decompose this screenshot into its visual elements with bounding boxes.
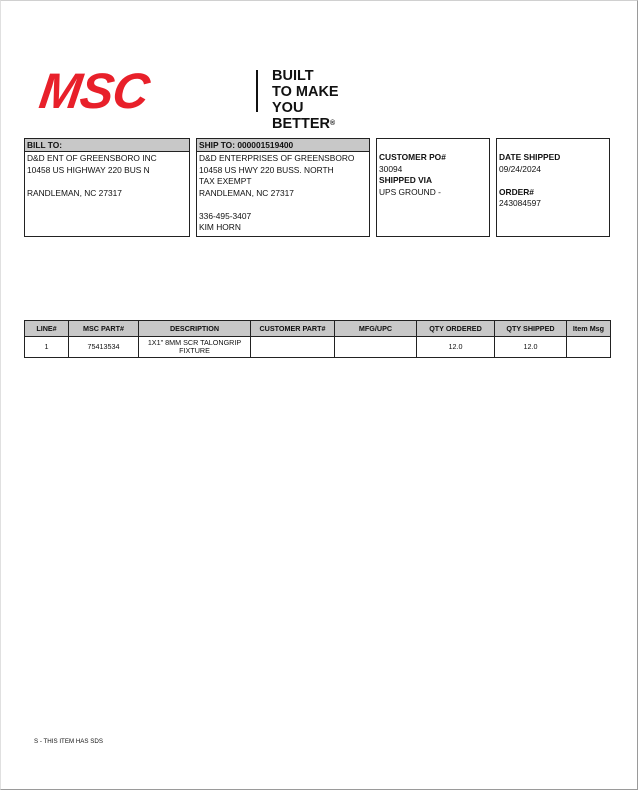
cell-description: 1X1" 8MM SCR TALONGRIP FIXTURE: [139, 337, 251, 358]
tagline-line-1: BUILT: [272, 68, 314, 84]
cell-item-msg: [567, 337, 611, 358]
ship-to-line: RANDLEMAN, NC 27317: [199, 187, 294, 198]
cell-qty-shipped: 12.0: [495, 337, 567, 358]
col-header-item-msg: Item Msg: [567, 321, 611, 337]
date-shipped-box: [496, 138, 610, 237]
col-header-customer-part: CUSTOMER PART#: [251, 321, 335, 337]
table-row: [25, 337, 611, 358]
ship-to-line: 336-495-3407: [199, 210, 252, 221]
line-items-table: [24, 320, 611, 358]
col-header-qty-ordered: QTY ORDERED: [417, 321, 495, 337]
ship-to-box: [196, 138, 370, 237]
ship-to-line: TAX EXEMPT: [199, 176, 252, 186]
bill-to-line: D&D ENT OF GREENSBORO INC: [27, 153, 157, 163]
col-header-qty-shipped: QTY SHIPPED: [495, 321, 567, 337]
tagline-line-2: TO MAKE: [272, 84, 339, 100]
ship-to-header: SHIP TO: 000001519400: [197, 139, 369, 152]
logo-tagline: [272, 68, 370, 132]
spacer: [499, 175, 607, 187]
ship-to-line: D&D ENTERPRISES OF GREENSBORO: [199, 153, 355, 163]
ship-to-line: 10458 US HWY 220 BUSS. NORTH: [199, 164, 334, 175]
logo-divider: [256, 70, 258, 112]
bill-to-line: RANDLEMAN, NC 27317: [27, 187, 122, 198]
customer-po-value: 30094: [379, 163, 403, 174]
ship-to-line: KIM HORN: [199, 222, 241, 232]
logo-mark: MSC: [36, 63, 153, 119]
order-label: ORDER#: [499, 186, 534, 197]
cell-line: 1: [25, 337, 69, 358]
shipped-via-value: UPS GROUND -: [379, 186, 441, 197]
msc-logo: [36, 63, 370, 132]
sds-footnote: S - THIS ITEM HAS SDS: [34, 738, 103, 745]
customer-po-label: CUSTOMER PO#: [379, 152, 446, 162]
date-shipped-label: DATE SHIPPED: [499, 152, 561, 162]
shipped-via-label: SHIPPED VIA: [379, 175, 433, 185]
table-header-row: [25, 321, 611, 337]
ship-to-line: [199, 199, 367, 211]
cell-msc-part: 75413534: [69, 337, 139, 358]
col-header-description: DESCRIPTION: [139, 321, 251, 337]
col-header-mfg-upc: MFG/UPC: [335, 321, 417, 337]
cell-customer-part: [251, 337, 335, 358]
cell-qty-ordered: 12.0: [417, 337, 495, 358]
bill-to-line: [27, 176, 187, 188]
customer-po-box: [376, 138, 490, 237]
bill-to-header: BILL TO:: [25, 139, 189, 152]
order-value: 243084597: [499, 198, 541, 208]
bill-to-box: [24, 138, 190, 237]
cell-mfg-upc: [335, 337, 417, 358]
registered-mark: ®: [330, 120, 336, 127]
col-header-msc-part: MSC PART#: [69, 321, 139, 337]
bill-to-line: 10458 US HIGHWAY 220 BUS N: [27, 164, 150, 175]
col-header-line: LINE#: [25, 321, 69, 337]
tagline-line-3: YOU BETTER®: [272, 100, 336, 132]
date-shipped-value: 09/24/2024: [499, 163, 541, 174]
